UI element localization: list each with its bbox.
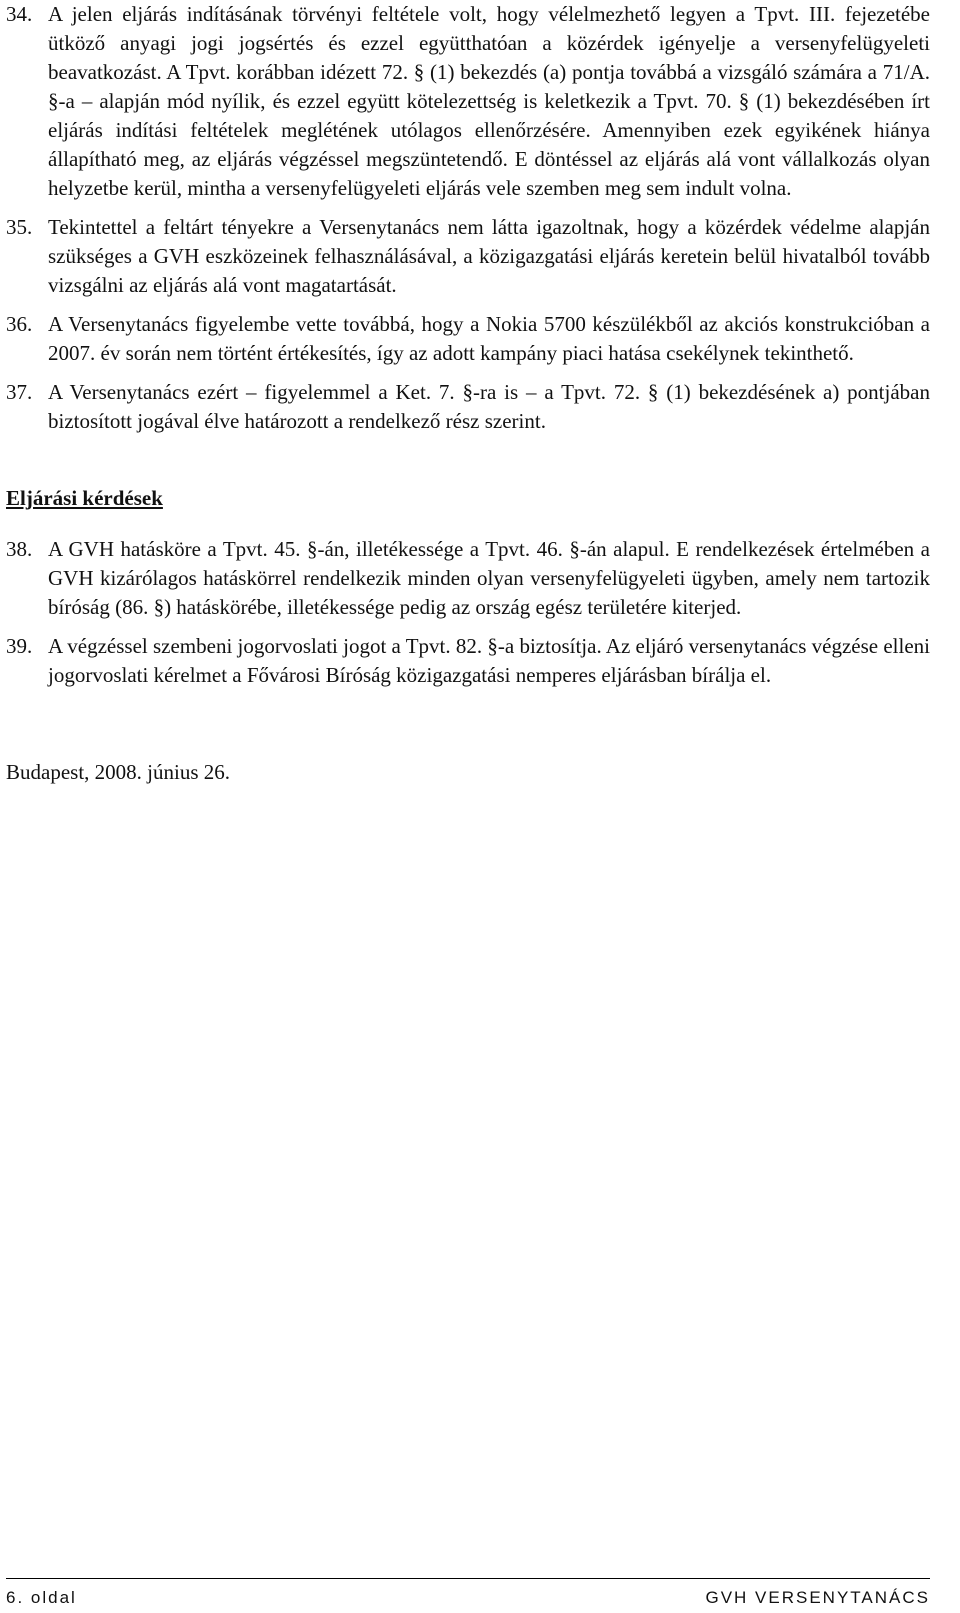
date-line: Budapest, 2008. június 26. bbox=[6, 760, 230, 784]
paragraph-39 bbox=[6, 632, 930, 690]
paragraph-number: 37. bbox=[6, 380, 33, 404]
paragraph-number: 34. bbox=[6, 2, 33, 26]
paragraph-34 bbox=[6, 0, 930, 203]
paragraph-37 bbox=[6, 378, 930, 436]
paragraph-number: 38. bbox=[6, 537, 33, 561]
paragraph-text: A jelen eljárás indításának törvényi feltétele volt, hogy vélelmezhető legyen a Tpvt. III. fejezetébe ütköző anyagi jogi jogsértés és ezzel együtthatóan a közérdek igényelje a versenyfelügyeleti beavatkozást. A Tpvt. korábban idézett 72. § (1) bekezdés (a) pontja továbbá a vizsgáló számára a 71/A. §-a – alapján mód nyílik, és ezzel együtt kötelezettség is keletkezik a Tpvt. 70. § (1) bekezdésében írt eljárás indítási feltételek meglétének utólagos ellenőrzésére. Amennyiben ezek egyikének hiánya állapítható meg, az eljárás végzéssel megszüntetendő. E döntéssel az eljárás alá vont vállalkozás olyan helyzetbe kerül, mintha a versenyfelügyeleti eljárás vele szemben meg sem indult volna. bbox=[48, 2, 930, 200]
footer-divider bbox=[6, 1578, 930, 1579]
paragraph-text: A végzéssel szembeni jogorvoslati jogot a Tpvt. 82. §-a biztosítja. Az eljáró versenytanács végzése elleni jogorvoslati kérelmet a Fővárosi Bíróság közigazgatási nemperes eljárásban bírálja el. bbox=[48, 634, 930, 687]
paragraph-text: Tekintettel a feltárt tényekre a Versenytanács nem látta igazoltnak, hogy a közérdek védelme alapján szükséges a GVH eszközeinek felhasználásával, a közigazgatási eljárás keretein belül hivatalból tovább vizsgálni az eljárás alá vont magatartását. bbox=[48, 215, 930, 297]
paragraph-text: A GVH hatásköre a Tpvt. 45. §-án, illetékessége a Tpvt. 46. §-án alapul. E rendelkezések értelmében a GVH kizárólagos hatáskörrel rendelkezik minden olyan versenyfelügyeleti ügyben, amely nem tartozik bíróság (86. §) hatáskörébe, illetékessége pedig az ország egész területére kiterjed. bbox=[48, 537, 930, 619]
paragraph-35 bbox=[6, 213, 930, 300]
paragraph-36 bbox=[6, 310, 930, 368]
paragraph-38 bbox=[6, 535, 930, 622]
paragraph-number: 35. bbox=[6, 215, 33, 239]
paragraph-text: A Versenytanács figyelembe vette továbbá, hogy a Nokia 5700 készülékből az akciós konstrukcióban a 2007. év során nem történt értékesítés, így az adott kampány piaci hatása csekélynek tekinthető. bbox=[48, 312, 930, 365]
footer-organization: GVH VERSENYTANÁCS bbox=[705, 1588, 930, 1607]
paragraph-number: 36. bbox=[6, 312, 33, 336]
document-body bbox=[6, 0, 930, 787]
section-heading: Eljárási kérdések bbox=[6, 486, 163, 510]
page-number: 6. oldal bbox=[6, 1588, 77, 1607]
paragraph-number: 39. bbox=[6, 634, 33, 658]
paragraph-text: A Versenytanács ezért – figyelemmel a Ket. 7. §-ra is – a Tpvt. 72. § (1) bekezdésének a) pontjában biztosított jogával élve határozott a rendelkező rész szerint. bbox=[48, 380, 930, 433]
page-footer bbox=[6, 1588, 930, 1608]
